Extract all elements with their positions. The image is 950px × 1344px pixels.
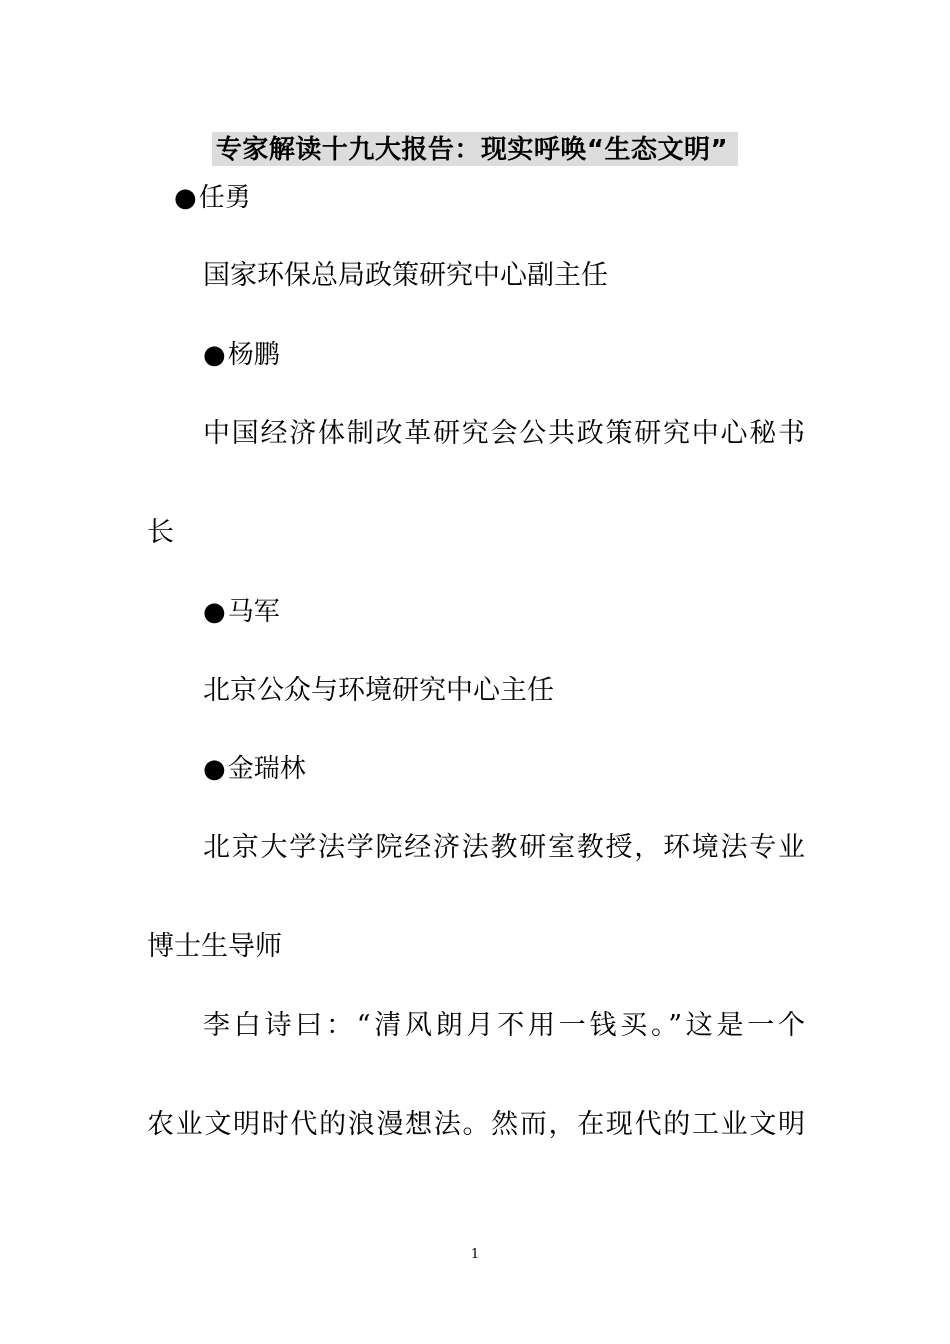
expert-name-2 — [203, 338, 280, 372]
document-title: 专家解读十九大报告：现实呼唤“生态文明” — [212, 132, 738, 166]
expert-position-2-line2: 长 — [147, 517, 174, 548]
bullet-icon: ● — [203, 754, 226, 784]
expert-name-text: 金瑞林 — [227, 754, 306, 784]
bullet-icon: ● — [203, 597, 226, 627]
bullet-icon: ● — [174, 183, 197, 213]
expert-position-4-line1: 北京大学法学院经济法教研室教授，环境法专业 — [203, 832, 805, 863]
title-container — [0, 132, 950, 166]
expert-position-3: 北京公众与环境研究中心主任 — [203, 675, 554, 706]
expert-position-2-line1: 中国经济体制改革研究会公共政策研究中心秘书 — [203, 418, 805, 449]
expert-name-text: 马军 — [227, 597, 280, 627]
bullet-icon: ● — [203, 340, 226, 370]
expert-position-1: 国家环保总局政策研究中心副主任 — [203, 260, 608, 291]
body-paragraph-line2: 农业文明时代的浪漫想法。然而，在现代的工业文明 — [147, 1109, 805, 1140]
expert-name-text: 任勇 — [198, 183, 251, 213]
expert-name-text: 杨鹏 — [227, 340, 280, 370]
expert-position-4-line2: 博士生导师 — [147, 931, 282, 962]
expert-name-3 — [203, 595, 280, 629]
body-paragraph-line1: 李白诗曰：“清风朗月不用一钱买。”这是一个 — [203, 1010, 805, 1041]
expert-name-4 — [203, 752, 306, 786]
page-number: 1 — [470, 1247, 480, 1262]
expert-name-1 — [174, 181, 251, 215]
